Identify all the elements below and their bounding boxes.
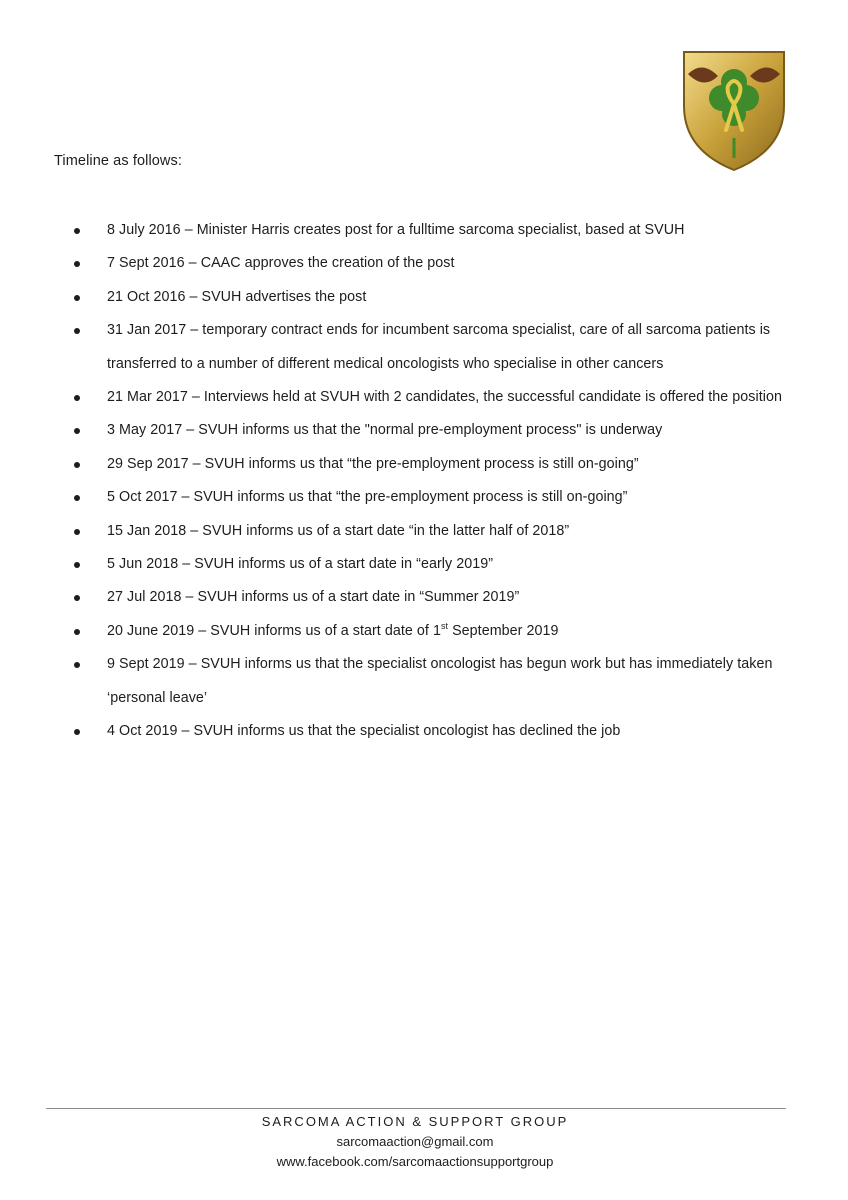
bullet-icon (74, 529, 80, 535)
timeline-item-text: 3 May 2017 – SVUH informs us that the "normal pre-employment process" is underway (107, 422, 663, 439)
shamrock-shield-crest-icon (678, 46, 790, 174)
timeline-item (74, 648, 794, 715)
bullet-icon (74, 462, 80, 468)
timeline-intro: Timeline as follows: (54, 153, 182, 169)
timeline-item-text: 27 Jul 2018 – SVUH informs us of a start date in “Summer 2019” (107, 589, 520, 606)
timeline-item (74, 481, 794, 514)
timeline-item (74, 448, 794, 481)
timeline-item (74, 615, 794, 648)
timeline-item-text: 4 Oct 2019 – SVUH informs us that the specialist oncologist has declined the job (107, 723, 621, 740)
bullet-icon (74, 261, 80, 267)
timeline-item-text-post: September 2019 (448, 622, 559, 639)
timeline-item (74, 281, 794, 314)
timeline-item (74, 214, 794, 247)
timeline-item-text: 31 Jan 2017 – temporary contract ends for incumbent sarcoma specialist, care of all sarcoma patients is transferred to a number of different medical oncologists who specialise in other cancers (107, 322, 771, 372)
timeline-item-text: 5 Oct 2017 – SVUH informs us that “the pre-employment process is still on-going” (107, 489, 628, 506)
timeline-item-text: 21 Oct 2016 – SVUH advertises the post (107, 288, 367, 305)
timeline-item (74, 414, 794, 447)
bullet-icon (74, 428, 80, 434)
timeline-item-text: 29 Sep 2017 – SVUH informs us that “the pre-employment process is still on-going” (107, 455, 639, 472)
footer-email[interactable]: sarcomaaction@gmail.com (336, 1134, 494, 1149)
bullet-icon (74, 295, 80, 301)
timeline-item (74, 715, 794, 748)
timeline-item (74, 314, 794, 381)
footer (0, 1112, 830, 1172)
footer-org-name: SARCOMA ACTION & SUPPORT GROUP (261, 1114, 569, 1129)
ordinal-suffix: st (440, 621, 449, 632)
bullet-icon (74, 395, 80, 401)
bullet-icon (74, 562, 80, 568)
timeline-item-text: 5 Jun 2018 – SVUH informs us of a start date in “early 2019” (107, 556, 494, 573)
timeline-item (74, 381, 794, 414)
bullet-icon (74, 328, 80, 334)
timeline-item-text-pre: 20 June 2019 – SVUH informs us of a start date of 1 (107, 622, 441, 639)
timeline-item (74, 247, 794, 280)
timeline-item-text: 21 Mar 2017 – Interviews held at SVUH with 2 candidates, the successful candidate is offered the position (107, 389, 782, 406)
bullet-icon (74, 595, 80, 601)
bullet-icon (74, 495, 80, 501)
timeline-item-text: 15 Jan 2018 – SVUH informs us of a start date “in the latter half of 2018” (107, 522, 570, 539)
timeline-item (74, 548, 794, 581)
timeline-item-text: 8 July 2016 – Minister Harris creates post for a fulltime sarcoma specialist, based at SVUH (107, 222, 685, 238)
timeline-item (74, 581, 794, 614)
timeline-item-text: 9 Sept 2019 – SVUH informs us that the specialist oncologist has begun work but has immediately taken ‘personal leave’ (107, 656, 773, 706)
footer-divider (46, 1108, 786, 1109)
bullet-icon (74, 662, 80, 668)
timeline-list (74, 214, 794, 749)
timeline-item-text: 7 Sept 2016 – CAAC approves the creation of the post (107, 255, 455, 272)
footer-website[interactable]: www.facebook.com/sarcomaactionsupportgroup (276, 1154, 554, 1169)
timeline-item (74, 515, 794, 548)
bullet-icon (74, 629, 80, 635)
bullet-icon (74, 729, 80, 735)
bullet-icon (74, 228, 80, 234)
